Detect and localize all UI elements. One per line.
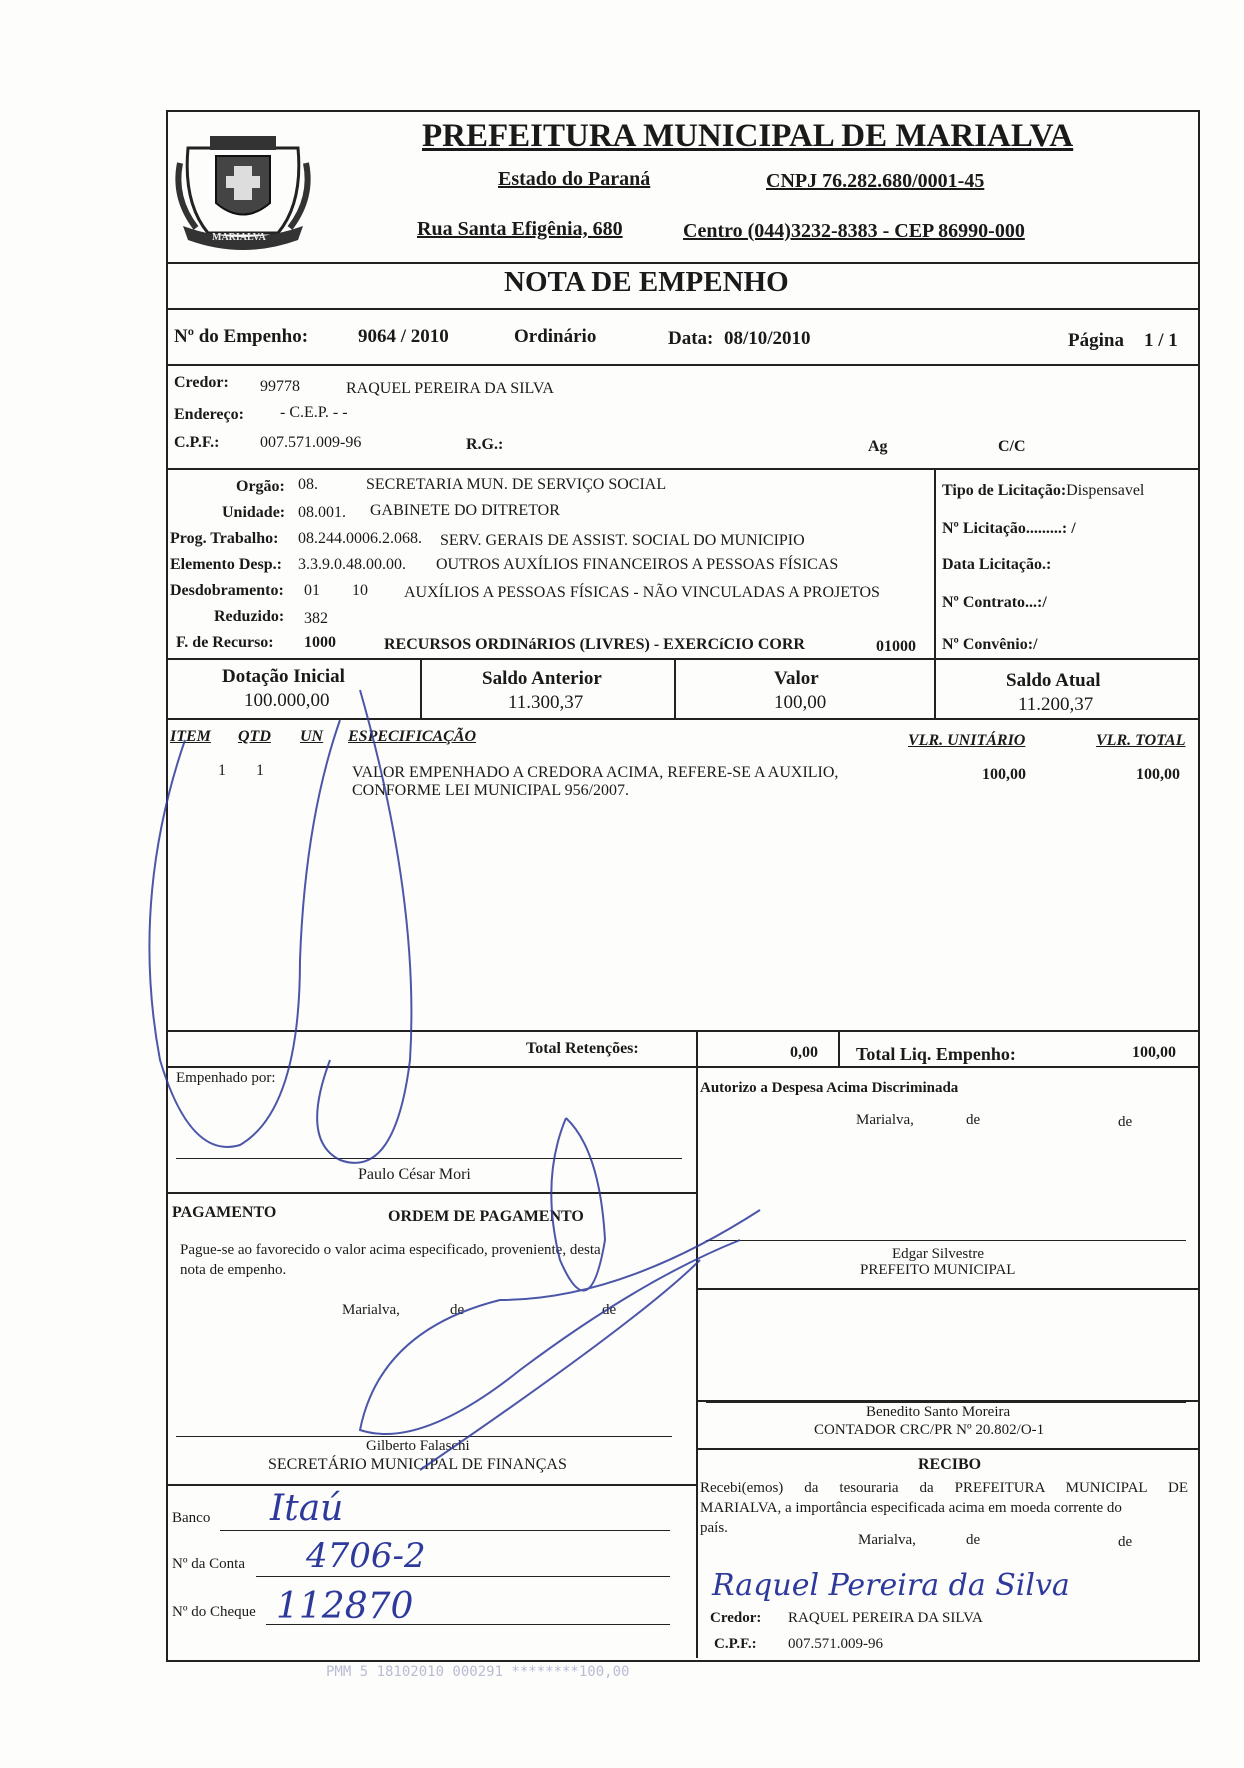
desdobramento-label: Desdobramento:	[170, 582, 284, 599]
secretario-name: Gilberto Falaschi	[366, 1438, 470, 1454]
orgao-code: 08.	[298, 476, 318, 493]
contador-role: CONTADOR CRC/PR Nº 20.802/O-1	[814, 1422, 1045, 1438]
autorizo-de-1: de	[966, 1112, 981, 1128]
saldo-anterior-value: 11.300,37	[508, 692, 584, 713]
banco-label: Banco	[172, 1510, 211, 1526]
prefeito-name: Edgar Silvestre	[892, 1246, 985, 1262]
desdobramento-code: 01	[304, 582, 320, 599]
valor-value: 100,00	[774, 692, 827, 713]
saldo-anterior-label: Saldo Anterior	[482, 668, 602, 689]
licitacao-num-label: Nº Licitação.........: /	[942, 520, 1076, 537]
credor-label: Credor:	[174, 374, 229, 391]
convenio-label: Nº Convênio:/	[942, 636, 1038, 653]
elemento-code: 3.3.9.0.48.00.00.	[298, 556, 406, 573]
prog-code: 08.244.0006.2.068.	[298, 530, 422, 547]
empenho-number-label: Nº do Empenho:	[174, 326, 309, 347]
contact-label: Centro (044)3232-8383 - CEP 86990-000	[683, 220, 1025, 242]
cpf-value: 007.571.009-96	[260, 434, 362, 451]
col-vlr-unitario: VLR. UNITÁRIO	[908, 732, 1026, 749]
empenhado-label: Empenhado por:	[176, 1070, 276, 1086]
prog-label: Prog. Trabalho:	[170, 530, 279, 547]
row-item: 1	[218, 762, 226, 779]
empenhado-name: Paulo César Mori	[358, 1166, 471, 1183]
contador-name: Benedito Santo Moreira	[866, 1404, 1011, 1420]
recibo-text-2: MARIALVA, a importância especificada acima em moeda corrente do	[700, 1500, 1122, 1516]
recibo-de-1: de	[966, 1532, 981, 1548]
recurso-code2: 01000	[876, 638, 916, 655]
secretario-role: SECRETÁRIO MUNICIPAL DE FINANÇAS	[268, 1456, 567, 1473]
unidade-code: 08.001.	[298, 504, 346, 521]
cheque-label: Nº do Cheque	[172, 1604, 256, 1620]
credor-code: 99778	[260, 378, 300, 395]
pagamento-text-1: Pague-se ao favorecido o valor acima especificado, proveniente, desta	[180, 1242, 601, 1258]
valor-label: Valor	[774, 668, 819, 689]
recurso-code: 1000	[304, 634, 336, 651]
recibo-city: Marialva,	[858, 1532, 916, 1548]
autorizo-de-2: de	[1118, 1114, 1133, 1130]
empenho-type: Ordinário	[514, 326, 597, 347]
reduzido-label: Reduzido:	[214, 608, 285, 625]
empenho-number: 9064 / 2010	[358, 326, 449, 347]
row-vlr-unitario: 100,00	[982, 766, 1026, 783]
orgao-label: Orgão:	[236, 478, 285, 495]
pagamento-city: Marialva,	[342, 1302, 400, 1318]
empenho-date: 08/10/2010	[724, 328, 811, 349]
desdobramento-desc: AUXÍLIOS A PESSOAS FÍSICAS - NÃO VINCULADAS A PROJETOS	[404, 584, 880, 601]
banco-handwritten: Itaú	[270, 1488, 344, 1529]
endereco-value: - C.E.P. - -	[280, 404, 348, 421]
col-especificacao: ESPECIFICAÇÃO	[348, 728, 477, 745]
credor-name: RAQUEL PEREIRA DA SILVA	[346, 380, 554, 397]
autorizo-city: Marialva,	[856, 1112, 914, 1128]
recibo-cpf: 007.571.009-96	[788, 1636, 883, 1652]
recibo-credor-label: Credor:	[710, 1610, 762, 1626]
recibo-credor: RAQUEL PEREIRA DA SILVA	[788, 1610, 983, 1626]
page-title: PREFEITURA MUNICIPAL DE MARIALVA	[422, 118, 1074, 154]
col-item: ITEM	[170, 728, 211, 745]
recibo-signature: Raquel Pereira da Silva	[712, 1568, 1070, 1603]
saldo-atual-label: Saldo Atual	[1006, 670, 1101, 691]
prefeito-role: PREFEITO MUNICIPAL	[860, 1262, 1016, 1278]
pagamento-de-1: de	[450, 1302, 465, 1318]
recibo-text-1: Recebi(emos) da tesouraria da PREFEITURA MUNICIPAL DE	[700, 1480, 1188, 1496]
cnpj-label: CNPJ 76.282.680/0001-45	[766, 170, 985, 192]
recurso-label: F. de Recurso:	[176, 634, 274, 651]
cc-label: C/C	[998, 438, 1026, 455]
state-label: Estado do Paraná	[498, 168, 651, 190]
conta-handwritten: 4706-2	[306, 1536, 426, 1576]
orgao-desc: SECRETARIA MUN. DE SERVIÇO SOCIAL	[366, 476, 667, 493]
licitacao-data-label: Data Licitação.:	[942, 556, 1052, 573]
col-un: UN	[300, 728, 324, 745]
pagamento-text-2: nota de empenho.	[180, 1262, 287, 1278]
empenho-date-label: Data:	[668, 328, 714, 349]
recibo-label: RECIBO	[918, 1456, 982, 1473]
cpf-label: C.P.F.:	[174, 434, 220, 451]
total-retencoes-value: 0,00	[790, 1044, 818, 1061]
endereco-label: Endereço:	[174, 406, 244, 423]
dotacao-value: 100.000,00	[244, 690, 330, 711]
footer-stamp: PMM 5 18102010 000291 ********100,00	[326, 1664, 630, 1680]
total-liq-label: Total Liq. Empenho:	[856, 1044, 1016, 1064]
desdobramento-code2: 10	[352, 582, 368, 599]
contrato-label: Nº Contrato...:/	[942, 594, 1047, 611]
total-retencoes-label: Total Retenções:	[526, 1040, 639, 1057]
col-qtd: QTD	[238, 728, 271, 745]
pagamento-de-2: de	[602, 1302, 617, 1318]
rg-label: R.G.:	[466, 436, 504, 453]
reduzido-value: 382	[304, 610, 328, 627]
row-desc-2: CONFORME LEI MUNICIPAL 956/2007.	[352, 782, 630, 799]
unidade-desc: GABINETE DO DITRETOR	[370, 502, 560, 519]
pagamento-label: PAGAMENTO	[172, 1204, 277, 1221]
page-label: Página	[1068, 330, 1124, 351]
licitacao-tipo-label: Tipo de Licitação:Dispensavel	[942, 482, 1145, 499]
row-vlr-total: 100,00	[1136, 766, 1180, 783]
total-liq-value: 100,00	[1132, 1044, 1176, 1061]
unidade-label: Unidade:	[222, 504, 286, 521]
elemento-desc: OUTROS AUXÍLIOS FINANCEIROS A PESSOAS FÍSICAS	[436, 556, 839, 573]
ag-label: Ag	[868, 438, 888, 455]
recibo-de-2: de	[1118, 1534, 1133, 1550]
recibo-cpf-label: C.P.F.:	[714, 1636, 757, 1652]
autorizo-label: Autorizo a Despesa Acima Discriminada	[700, 1080, 959, 1096]
conta-label: Nº da Conta	[172, 1556, 245, 1572]
document-title: NOTA DE EMPENHO	[504, 266, 789, 298]
row-qtd: 1	[256, 762, 264, 779]
recibo-text-3: país.	[700, 1520, 728, 1536]
col-vlr-total: VLR. TOTAL	[1096, 732, 1186, 749]
row-desc-1: VALOR EMPENHADO A CREDORA ACIMA, REFERE-SE A AUXILIO,	[352, 764, 839, 781]
page-number: 1 / 1	[1144, 330, 1178, 351]
dotacao-label: Dotação Inicial	[222, 666, 345, 687]
street-label: Rua Santa Efigênia, 680	[417, 218, 623, 240]
prog-desc: SERV. GERAIS DE ASSIST. SOCIAL DO MUNICIPIO	[440, 532, 805, 549]
cheque-handwritten: 112870	[276, 1586, 414, 1627]
seal-text: MARIALVA	[212, 232, 266, 243]
licitacao-tipo: Dispensavel	[1066, 482, 1145, 499]
recurso-desc: RECURSOS ORDINáRIOS (LIVRES) - EXERCíCIO CORR	[384, 636, 805, 653]
elemento-label: Elemento Desp.:	[170, 556, 282, 573]
saldo-atual-value: 11.200,37	[1018, 694, 1094, 715]
ordem-pagamento-label: ORDEM DE PAGAMENTO	[388, 1208, 584, 1225]
